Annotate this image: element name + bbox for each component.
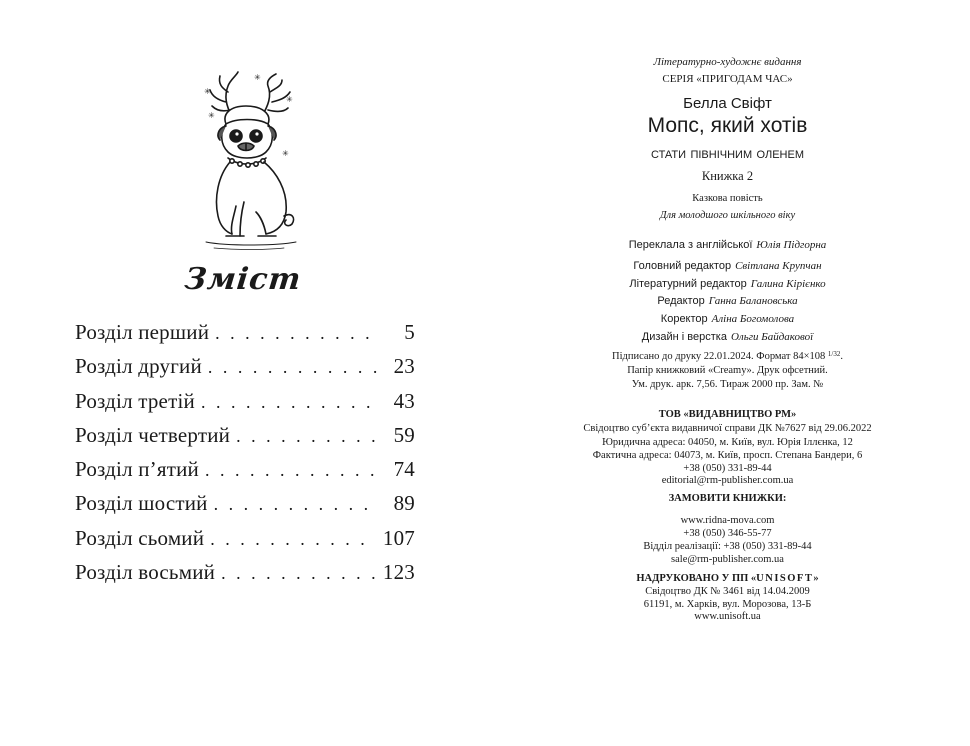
toc-item-title: Розділ перший — [75, 320, 210, 344]
toc-leader-dots — [214, 494, 377, 515]
printer-heading: НАДРУКОВАНО У ПП «UNISOFT» — [636, 573, 819, 584]
series-name: СЕРІЯ «ПРИГОДАМ ЧАС» — [662, 73, 793, 85]
printer-line: 61191, м. Харків, вул. Морозова, 13-Б — [643, 599, 812, 610]
publisher-line: Юридична адреса: 04050, м. Київ, вул. Юрія Іллєнка, 12 — [602, 437, 853, 448]
credit-role: Літературний редактор — [629, 278, 747, 290]
credit-role: Переклала з англійської — [628, 239, 753, 251]
svg-text:✳: ✳ — [282, 149, 289, 158]
toc-item[interactable] — [75, 320, 415, 354]
toc-item-page: 89 — [393, 491, 415, 516]
toc-item-title: Розділ шостий — [75, 491, 208, 516]
toc-item-title: Розділ четвертий — [75, 422, 231, 447]
book-number: Книжка 2 — [701, 169, 754, 183]
credit-line — [485, 236, 970, 252]
toc-item-page: 43 — [393, 388, 415, 413]
toc-item-page: 107 — [382, 525, 415, 550]
publisher-line: Свідоцтво суб’єкта видавничої справи ДК №7627 від 29.06.2022 — [583, 423, 872, 434]
credit-line — [485, 292, 970, 308]
credit-line — [485, 275, 970, 291]
toc-leader-dots — [210, 529, 375, 550]
toc-item[interactable] — [75, 389, 415, 423]
format-fraction: 1/32 — [827, 350, 841, 358]
publisher-line: Фактична адреса: 04073, м. Київ, просп. Степана Бандери, 6 — [592, 450, 863, 461]
publisher-phone: +38 (050) 331-89-44 — [683, 463, 772, 474]
print-info-line: Папір книжковий «Creamy». Друк офсетний. — [627, 365, 828, 376]
toc-item[interactable] — [75, 491, 415, 525]
svg-text:✳: ✳ — [208, 111, 215, 120]
credit-person: Світлана Крупчан — [735, 260, 822, 272]
credit-line — [485, 257, 970, 273]
toc-leader-dots — [205, 460, 377, 481]
toc-item-title: Розділ п’ятий — [75, 457, 199, 482]
toc-item-page: 123 — [382, 560, 415, 585]
sales-email[interactable]: sale@rm-publisher.com.ua — [671, 554, 784, 565]
toc-item[interactable] — [75, 526, 415, 560]
imprint-page — [485, 0, 970, 746]
toc-item-title: Розділ сьомий — [75, 525, 205, 550]
toc-item[interactable] — [75, 354, 415, 388]
publisher-email[interactable]: editorial@rm-publisher.com.ua — [661, 475, 794, 486]
credit-person: Ольги Байдакової — [730, 331, 814, 343]
toc-item[interactable] — [75, 457, 415, 491]
edition-type: Літературно-художнє видання — [653, 56, 802, 68]
toc-item[interactable] — [75, 423, 415, 457]
book-title-line2: стати північним оленем — [650, 145, 804, 162]
order-heading: ЗАМОВИТИ КНИЖКИ: — [668, 493, 787, 504]
credit-person: Галина Кірієнко — [750, 278, 826, 290]
toc-item-page: 74 — [393, 457, 415, 482]
publisher-name: ТОВ «ВИДАВНИЦТВО РМ» — [658, 409, 797, 420]
printer-line: Свідоцтво ДК № 3461 від 14.04.2009 — [645, 586, 810, 597]
toc-item[interactable] — [75, 560, 415, 594]
toc-leader-dots — [201, 392, 377, 413]
toc-leader-dots — [236, 426, 377, 447]
audience: Для молодшого шкільного віку — [659, 210, 796, 221]
credit-line — [485, 328, 970, 344]
book-title-line1: Мопс, який хотів — [647, 114, 808, 137]
sales-phone: Відділ реалізації: +38 (050) 331-89-44 — [643, 541, 812, 552]
print-info-line: Підписано до друку 22.01.2024. Формат 84×108 1/32. — [612, 350, 843, 362]
toc-leader-dots — [221, 563, 375, 584]
pug-with-antlers-illustration — [196, 66, 302, 252]
print-info-line: Ум. друк. арк. 7,56. Тираж 2000 пр. Зам. № — [631, 379, 824, 390]
toc-item-title: Розділ третій — [75, 388, 195, 413]
svg-text:✳: ✳ — [286, 95, 293, 104]
genre: Казкова повість — [692, 193, 763, 204]
order-phone: +38 (050) 346-55-77 — [683, 528, 772, 539]
credit-person: Аліна Богомолова — [711, 313, 795, 325]
credit-person: Юлія Підгорна — [756, 239, 827, 251]
credit-role: Редактор — [657, 295, 705, 307]
credit-role: Коректор — [660, 313, 708, 325]
toc-leader-dots — [215, 323, 377, 344]
toc-item-title: Розділ другий — [75, 354, 202, 379]
credit-role: Дизайн і верстка — [641, 331, 727, 343]
author-name: Белла Свіфт — [683, 95, 772, 112]
toc-item-title: Розділ восьмий — [75, 560, 216, 585]
svg-text:✳: ✳ — [254, 73, 261, 82]
printer-website[interactable]: www.unisoft.ua — [694, 611, 761, 622]
credit-line — [485, 310, 970, 326]
svg-text:✳: ✳ — [204, 87, 211, 96]
toc-leader-dots — [208, 357, 377, 378]
table-of-contents — [75, 320, 415, 594]
order-website[interactable]: www.ridna-mova.com — [680, 515, 775, 526]
credit-role: Головний редактор — [633, 260, 732, 272]
toc-heading: Зміст — [182, 262, 304, 297]
toc-item-page: 59 — [393, 422, 415, 447]
toc-item-page: 23 — [393, 354, 415, 379]
toc-item-page: 5 — [404, 320, 415, 344]
credit-person: Ганна Балановська — [708, 295, 798, 307]
